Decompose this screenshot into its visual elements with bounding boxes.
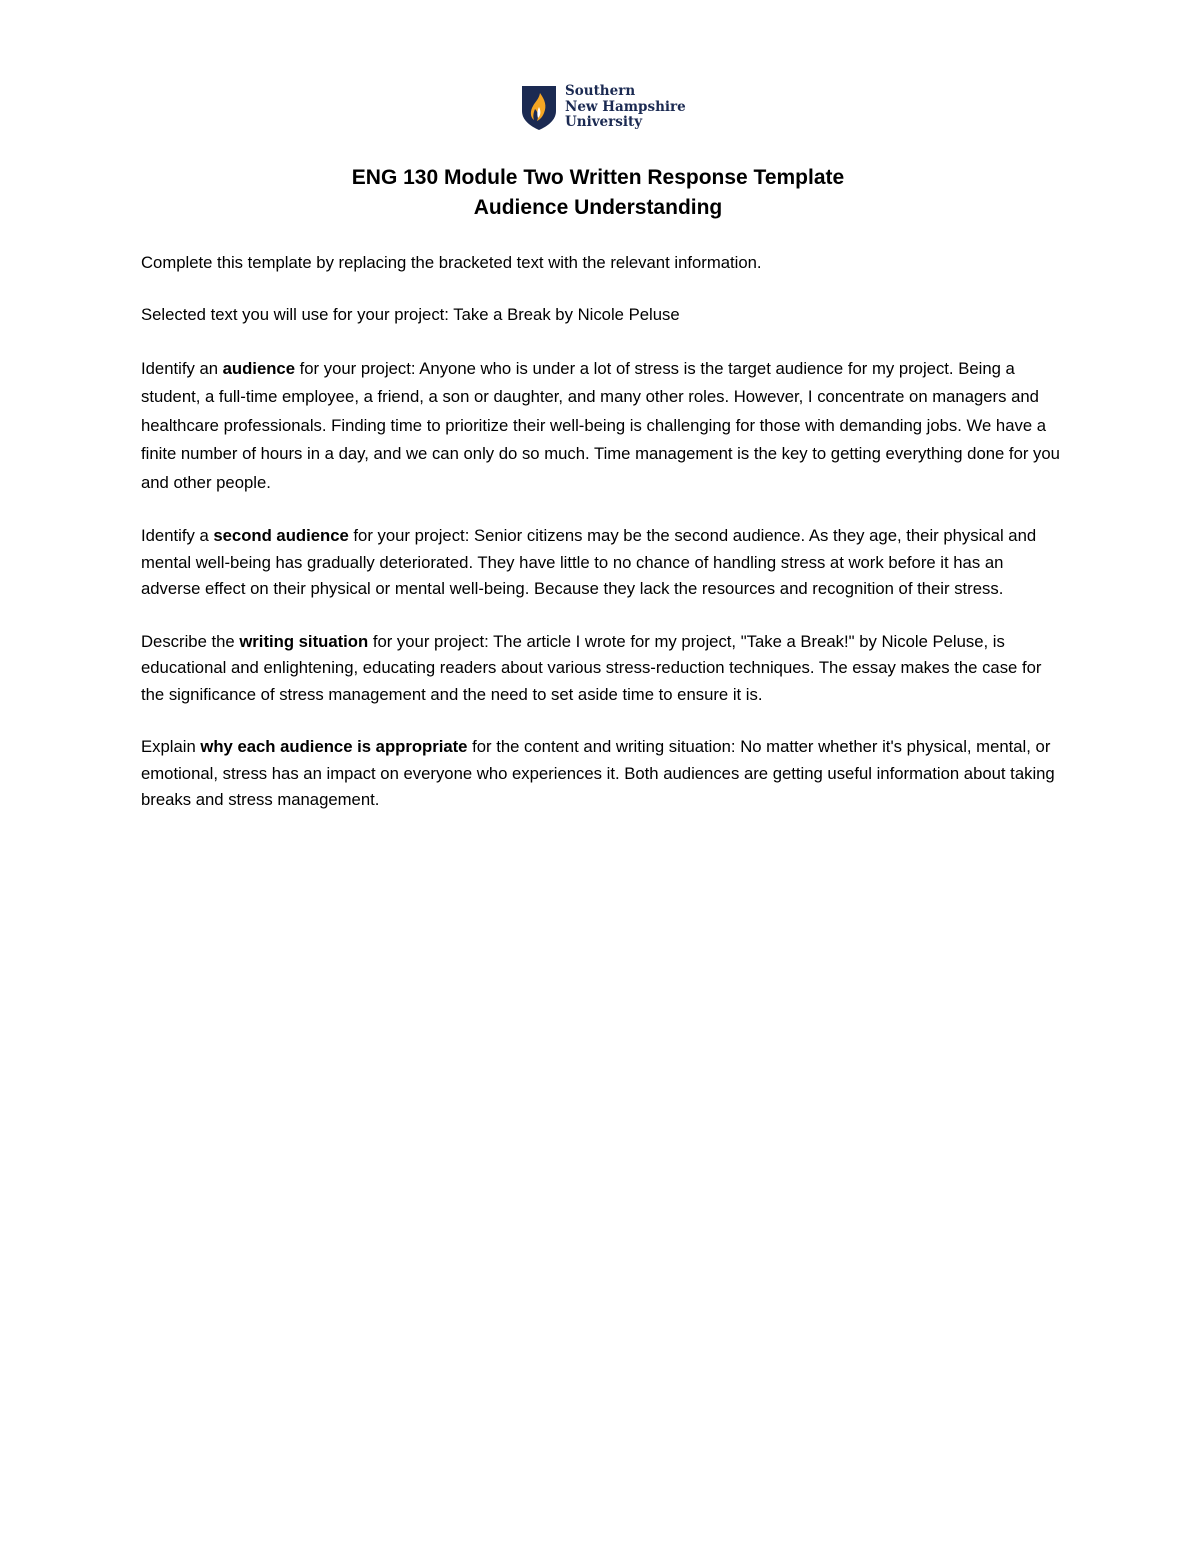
document-body	[141, 250, 1061, 840]
writing-situation-keyword: writing situation	[239, 631, 369, 651]
audience-prefix: Identify an	[141, 358, 223, 378]
second-audience-prefix: Identify a	[141, 526, 214, 545]
audience-suffix: for your project:	[294, 358, 420, 378]
second-audience-response: Senior citizens may be the second audience. As they age, their physical and mental well-being has gradually deteriorated. They have little to no chance of handling stress at work before it has an adverse effect on their physical or mental well-being. Because they lack the resources and recognition of their stress.	[141, 526, 1037, 598]
audience-paragraph	[141, 355, 1061, 498]
logo-line-2: New Hampshire	[565, 98, 686, 115]
logo-line-1: Southern	[565, 83, 636, 99]
selected-text-label: Selected text you will use for your project:	[141, 305, 454, 324]
appropriateness-keyword: why each audience is appropriate	[200, 737, 468, 756]
appropriateness-response: No matter whether it's physical, mental, or emotional, stress has an impact on everyone who experiences it. Both audiences are getting useful information about taking breaks and stress management.	[141, 737, 1055, 809]
document-title	[0, 163, 1196, 223]
appropriateness-suffix: for the content and writing situation:	[467, 737, 741, 756]
writing-situation-response: The article I wrote for my project, "Take a Break!" by Nicole Peluse, is educational and enlightening, educating readers about various stress-reduction techniques. The essay makes the case for the significance of stress management and the need to set aside time to ensure it is.	[141, 631, 1042, 704]
audience-response: Anyone who is under a lot of stress is the target audience for my project. Being a student, a full-time employee, a friend, a son or daughter, and many other roles. However, I concentrate on managers and healthcare professionals. Finding time to prioritize their well-being is challenging for those with demanding jobs. We have a finite number of hours in a day, and we can only do so much. Time management is the key to getting everything done for you and other people.	[141, 358, 1060, 492]
title-line-1: ENG 130 Module Two Written Response Template	[351, 166, 845, 189]
second-audience-keyword: second audience	[213, 526, 349, 545]
logo-line-3: University	[565, 114, 643, 130]
university-logo	[521, 84, 686, 131]
writing-situation-suffix: for your project:	[368, 631, 494, 651]
writing-situation-prefix: Describe the	[141, 631, 240, 651]
shield-flame-icon	[521, 85, 557, 131]
second-audience-suffix: for your project:	[348, 526, 474, 545]
writing-situation-paragraph	[141, 629, 1061, 709]
audience-keyword: audience	[222, 358, 295, 378]
appropriateness-prefix: Explain	[141, 737, 201, 756]
selected-text-paragraph	[141, 302, 1061, 329]
selected-text-value: Take a Break by Nicole Peluse	[453, 305, 680, 324]
second-audience-paragraph	[141, 523, 1061, 603]
title-line-2: Audience Understanding	[473, 196, 723, 219]
instructions-paragraph: Complete this template by replacing the bracketed text with the relevant information.	[141, 253, 762, 272]
appropriateness-paragraph	[141, 734, 1061, 814]
logo-wordmark	[565, 84, 686, 131]
